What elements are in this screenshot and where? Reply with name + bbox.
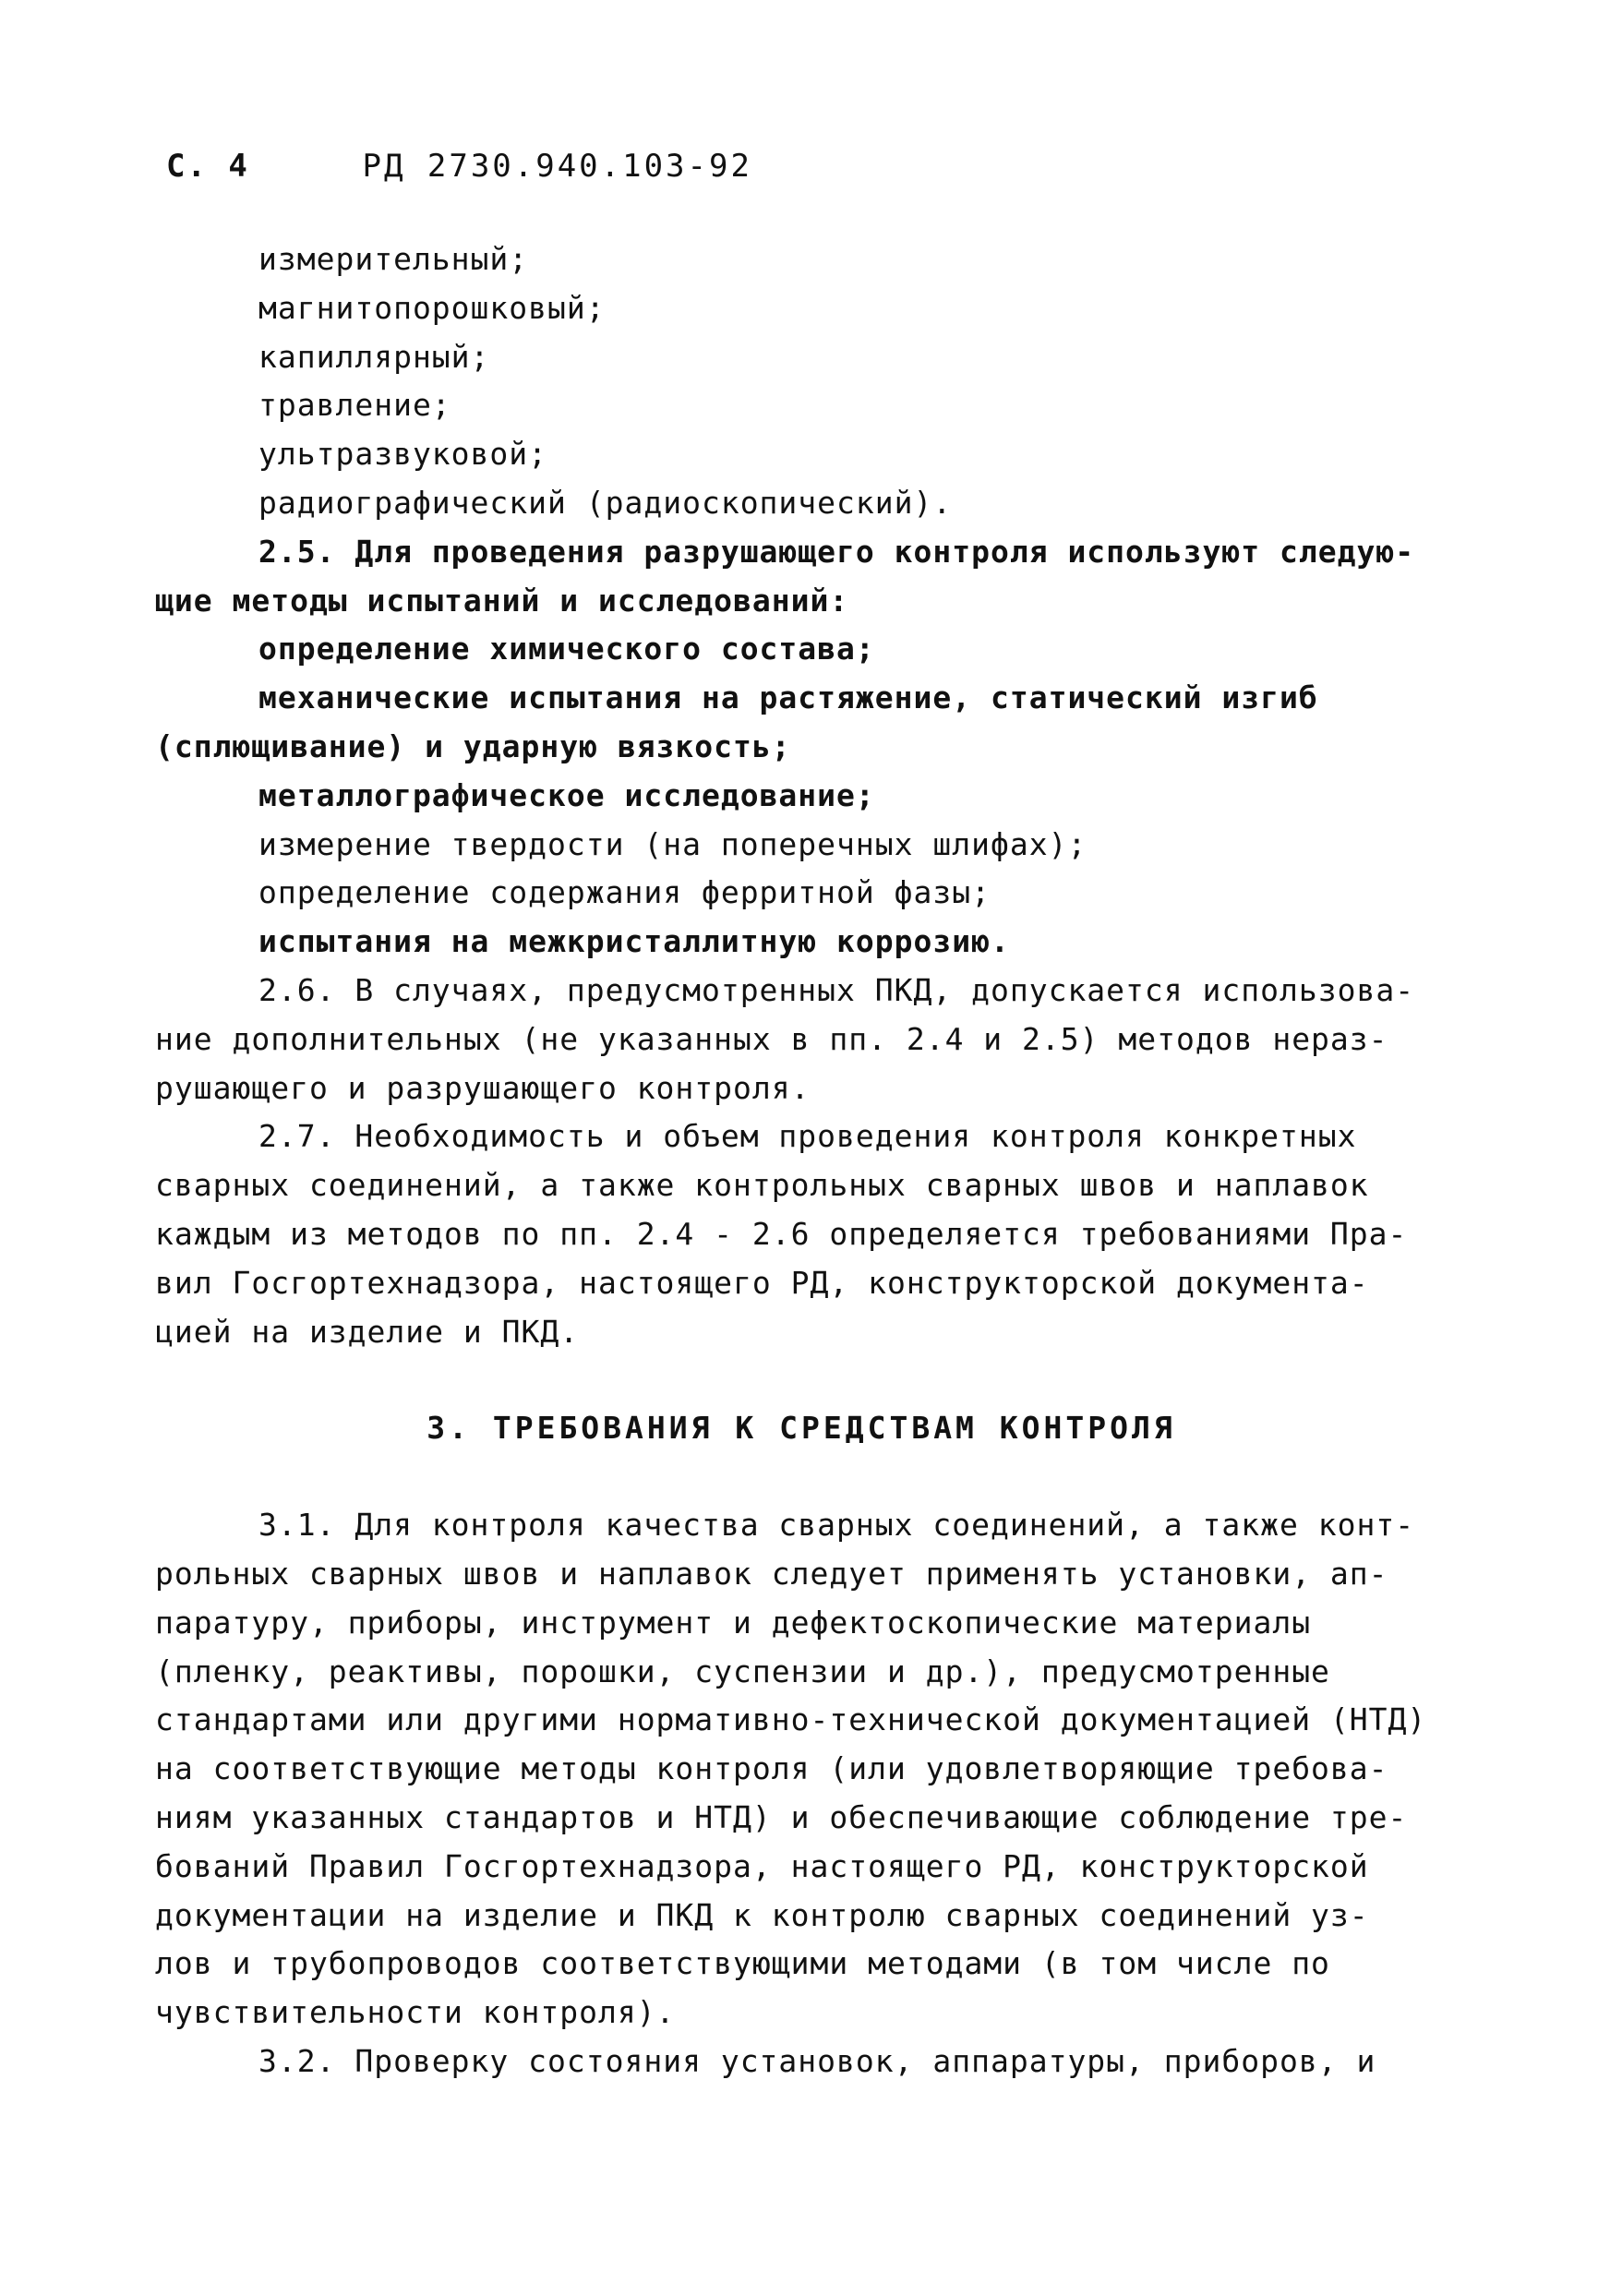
list-item: измерительный; [258, 241, 529, 277]
paragraph-line: рольных сварных швов и наплавок следует применять установки, ап- [155, 1555, 1388, 1592]
document-body [155, 235, 1429, 2086]
paragraph-line: ниям указанных стандартов и НТД) и обеспечивающие соблюдение тре- [155, 1798, 1408, 1835]
paragraph-2-6 [155, 967, 1429, 1112]
destructive-methods-list [155, 625, 1429, 967]
list-item: измерение твердости (на поперечных шлифах); [258, 825, 1087, 862]
paragraph-line: 3.2. Проверку состояния установок, аппаратуры, приборов, и [258, 2042, 1376, 2079]
paragraph-3-2 [155, 2038, 1429, 2086]
section-heading: 3. ТРЕБОВАНИЯ К СРЕДСТВАМ КОНТРОЛЯ [427, 1410, 1176, 1447]
document-code: РД 2730.940.103-92 [362, 148, 752, 185]
nondestructive-methods-list [155, 235, 1429, 528]
paragraph-line: каждым из методов по пп. 2.4 - 2.6 определяется требованиями Пра- [155, 1215, 1408, 1252]
paragraph-line: документации на изделие и ПКД к контролю сварных соединений уз- [155, 1896, 1369, 1933]
page-number: С. 4 [166, 148, 249, 185]
paragraph-line: 2.7. Необходимость и объем проведения контроля конкретных [258, 1118, 1357, 1155]
paragraph-line: бований Правил Госгортехнадзора, настоящего РД, конструкторской [155, 1847, 1369, 1884]
paragraph-2-5 [155, 528, 1429, 626]
paragraph-line: вил Госгортехнадзора, настоящего РД, конструкторской документа- [155, 1264, 1369, 1301]
paragraph-line: стандартами или другими нормативно-технической документацией (НТД) [155, 1701, 1427, 1738]
paragraph-line: (пленку, реактивы, порошки, суспензии и др.), предусмотренные [155, 1653, 1330, 1689]
paragraph-line: рушающего и разрушающего контроля. [155, 1069, 811, 1106]
list-item: капиллярный; [258, 338, 490, 375]
paragraph-line: сварных соединений, а также контрольных сварных швов и наплавок [155, 1167, 1369, 1204]
list-item: механические испытания на растяжение, статический изгиб [258, 679, 1318, 716]
list-item: магнитопорошковый; [258, 289, 606, 326]
paragraph-line: 2.5. Для проведения разрушающего контроля используют следую- [258, 533, 1415, 570]
list-item: радиографический (радиоскопический). [258, 484, 953, 521]
paragraph-2-7 [155, 1112, 1429, 1356]
page-header [166, 148, 752, 185]
list-item: (сплющивание) и ударную вязкость; [155, 727, 791, 764]
paragraph-line: 3.1. Для контроля качества сварных соединений, а также конт- [258, 1507, 1415, 1544]
paragraph-3-1 [155, 1501, 1429, 2038]
list-item: травление; [258, 387, 451, 424]
list-item: металлографическое исследование; [258, 776, 875, 813]
list-item: испытания на межкристаллитную коррозию. [258, 923, 1010, 960]
paragraph-line: чувствительности контроля). [155, 1994, 676, 2031]
paragraph-line: щие методы испытаний и исследований: [155, 582, 849, 619]
paragraph-line: лов и трубопроводов соответствующими методами (в том числе по [155, 1945, 1330, 1982]
paragraph-line: на соответствующие методы контроля (или удовлетворяющие требова- [155, 1750, 1388, 1787]
paragraph-line: ние дополнительных (не указанных в пп. 2.4 и 2.5) методов нераз- [155, 1020, 1388, 1057]
list-item: определение химического состава; [258, 631, 875, 667]
paragraph-line: паратуру, приборы, инструмент и дефектоскопические материалы [155, 1604, 1312, 1641]
list-item: ультразвуковой; [258, 436, 548, 473]
list-item: определение содержания ферритной фазы; [258, 874, 991, 911]
paragraph-line: 2.6. В случаях, предусмотренных ПКД, допускается использова- [258, 971, 1415, 1008]
paragraph-line: цией на изделие и ПКД. [155, 1313, 580, 1350]
